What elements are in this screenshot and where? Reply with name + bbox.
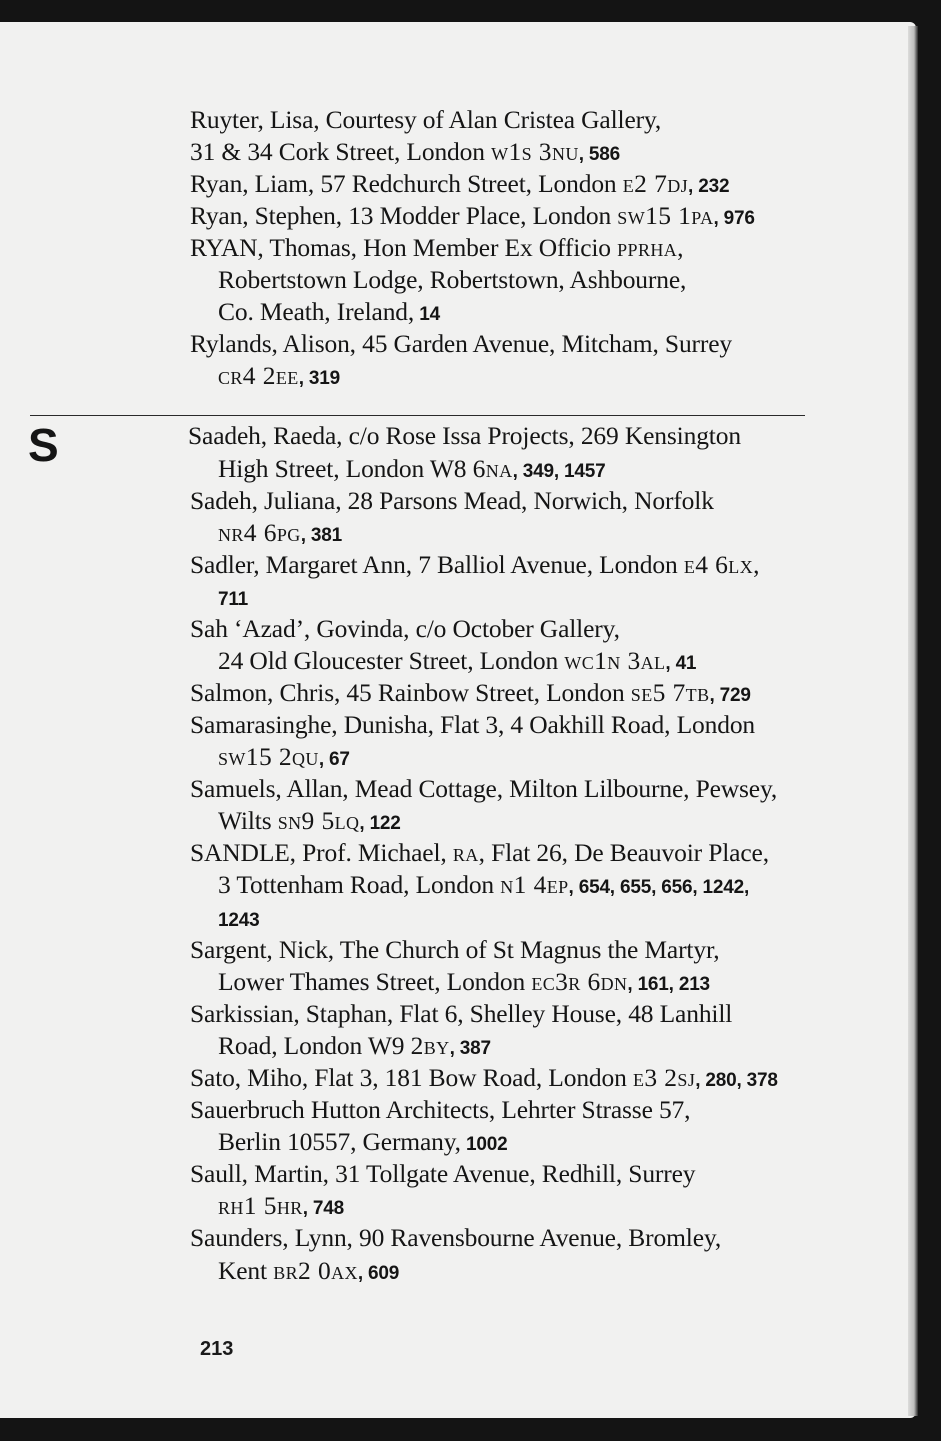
index-line: cr4 2ee, 319 bbox=[218, 361, 340, 390]
index-line: Ryan, Stephen, 13 Modder Place, London sw15 1pa, 976 bbox=[190, 201, 755, 230]
index-line: Kent br2 0ax, 609 bbox=[218, 1256, 400, 1285]
index-line: Samarasinghe, Dunisha, Flat 3, 4 Oakhill Road, London bbox=[190, 710, 756, 739]
index-line: Saull, Martin, 31 Tollgate Avenue, Redhill, Surrey bbox=[190, 1159, 696, 1188]
index-line: Sato, Miho, Flat 3, 181 Bow Road, London e3 2sj, 280, 378 bbox=[190, 1063, 778, 1092]
index-line: Salmon, Chris, 45 Rainbow Street, London se5 7tb, 729 bbox=[190, 678, 751, 707]
index-line: Sadler, Margaret Ann, 7 Balliol Avenue, London e4 6lx, bbox=[190, 550, 760, 579]
page-edge-shadow bbox=[908, 26, 918, 1416]
index-line: nr4 6pg, 381 bbox=[218, 518, 342, 547]
index-line: 31 & 34 Cork Street, London w1s 3nu, 586 bbox=[190, 137, 621, 166]
index-line: RYAN, Thomas, Hon Member Ex Officio pprha, bbox=[190, 233, 684, 262]
index-line: rh1 5hr, 748 bbox=[218, 1191, 344, 1220]
index-page bbox=[0, 22, 916, 1418]
index-line: Co. Meath, Ireland, 14 bbox=[218, 297, 440, 326]
index-line: Wilts sn9 5lq, 122 bbox=[218, 806, 401, 835]
page-number: 213 bbox=[200, 1338, 234, 1360]
index-line: Berlin 10557, Germany, 1002 bbox=[218, 1127, 508, 1156]
index-line: Sadeh, Juliana, 28 Parsons Mead, Norwich, Norfolk bbox=[190, 486, 714, 515]
index-line: 24 Old Gloucester Street, London wc1n 3al, 41 bbox=[218, 646, 697, 675]
index-line: Ruyter, Lisa, Courtesy of Alan Cristea Gallery, bbox=[190, 105, 662, 134]
index-line: High Street, London W8 6na, 349, 1457 bbox=[218, 454, 606, 483]
index-line: Robertstown Lodge, Robertstown, Ashbourne, bbox=[218, 265, 687, 294]
section-divider bbox=[30, 415, 805, 416]
section-letter: S bbox=[28, 419, 59, 471]
index-line: 711 bbox=[218, 589, 249, 610]
show-through-text bbox=[48, 110, 54, 142]
index-line: 1243 bbox=[218, 910, 260, 931]
index-line: Ryan, Liam, 57 Redchurch Street, London e2 7dj, 232 bbox=[190, 169, 730, 198]
index-line: Road, London W9 2by, 387 bbox=[218, 1031, 491, 1060]
index-line: Samuels, Allan, Mead Cottage, Milton Lilbourne, Pewsey, bbox=[190, 774, 778, 803]
index-line: Sarkissian, Staphan, Flat 6, Shelley House, 48 Lanhill bbox=[190, 999, 733, 1028]
index-line: Saadeh, Raeda, c/o Rose Issa Projects, 269 Kensington bbox=[188, 421, 741, 450]
index-line: sw15 2qu, 67 bbox=[218, 742, 350, 771]
index-line: 3 Tottenham Road, London n1 4ep, 654, 655, 656, 1242, bbox=[218, 870, 750, 899]
index-line: Lower Thames Street, London ec3r 6dn, 161, 213 bbox=[218, 967, 710, 996]
index-line: Rylands, Alison, 45 Garden Avenue, Mitcham, Surrey bbox=[190, 329, 733, 358]
index-line: Sauerbruch Hutton Architects, Lehrter Strasse 57, bbox=[190, 1095, 691, 1124]
index-line: SANDLE, Prof. Michael, ra, Flat 26, De Beauvoir Place, bbox=[190, 838, 769, 867]
index-line: Sah ‘Azad’, Govinda, c/o October Gallery, bbox=[190, 614, 620, 643]
index-line: Sargent, Nick, The Church of St Magnus the Martyr, bbox=[190, 935, 720, 964]
index-line: Saunders, Lynn, 90 Ravensbourne Avenue, Bromley, bbox=[190, 1223, 722, 1252]
